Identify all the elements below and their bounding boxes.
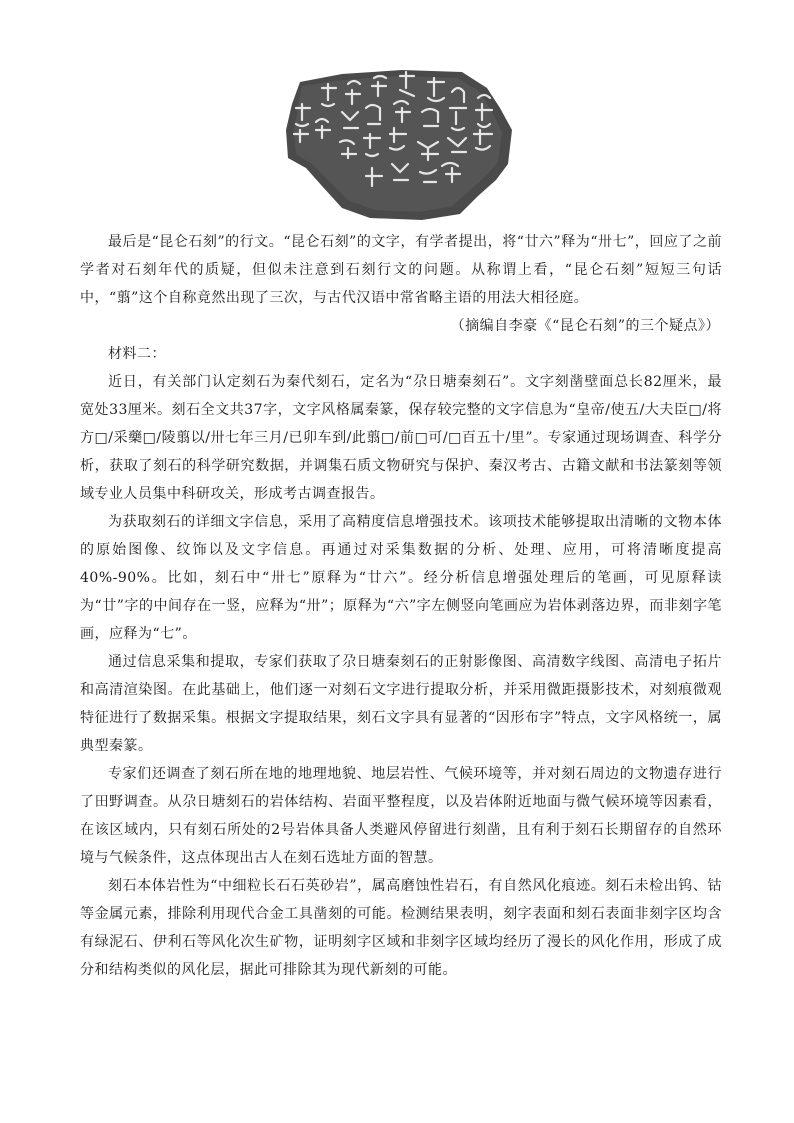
paragraph-site-survey: 专家们还调查了刻石所在地的地理地貌、地层岩性、气候环境等，并对刻石周边的文物遗存进行了田野调查。从尕日塘刻石的岩体结构、岩面平整程度，以及岩体附近地面与微气候环境等因素看，在该区域内，只有刻石所处的2号岩体具备人类避风停留进行刻凿，且有利于刻石长期留存的自然环境与气候条件，这点体现出古人在刻石选址方面的智慧。 xyxy=(80,766,722,866)
paragraph-enhancement-technique: 为获取刻石的详细文字信息，采用了高精度信息增强技术。该项技术能够提取出清晰的文物本体的原始图像、纹饰以及文字信息。再通过对采集数据的分析、处理、应用，可将清晰度提高40%-90%。比如，刻石中“卅七”原释为“廿六”。经分析信息增强处理后的笔画，可见原释读为“廿”字的中间存在一竖，应释为“卅”；原释为“六”字左侧竖向笔画应为岩体剥落边界，而非刻字笔画，应释为“七”。 xyxy=(80,514,722,642)
paragraph-inscription-wording: 最后是“昆仑石刻”的行文。“昆仑石刻”的文字，有学者提出，将“廿六”释为“卅七”，回应了之前学者对石刻年代的质疑，但似未注意到石刻行文的问题。从称谓上看，“昆仑石刻”短短三句话中，“翦”这个自称竟然出现了三次，与古代汉语中常省略主语的用法大相径庭。 xyxy=(80,234,722,306)
stone-inscription-rubbing-image xyxy=(282,68,514,222)
article-body xyxy=(80,228,722,984)
material-two-label: 材料二： xyxy=(108,346,166,362)
source-attribution: （摘编自李豪《“昆仑石刻”的三个疑点》） xyxy=(450,318,720,334)
stone-rubbing-icon xyxy=(282,68,514,222)
paragraph-identification: 近日，有关部门认定刻石为秦代刻石，定名为“尕日塘秦刻石”。文字刻凿壁面总长82厘米，最宽处33厘米。刻石全文共37字，文字风格属秦篆，保存较完整的文字信息为“皇帝/使五/大夫臣□/将方□/采藥□/陵翦以/卅七年三月/已卯车到/此翦□/前□可/□百五十/里”。专家通过现场调查、科学分析，获取了刻石的科学研究数据，并调集石质文物研究与保护、秦汉考古、古籍文献和书法篆刻等领域专业人员集中科研攻关，形成考古调查报告。 xyxy=(80,374,722,502)
paragraph-data-collection: 通过信息采集和提取，专家们获取了尕日塘秦刻石的正射影像图、高清数字线图、高清电子拓片和高清渲染图。在此基础上，他们逐一对刻石文字进行提取分析，并采用微距摄影技术，对刻痕微观特征进行了数据采集。根据文字提取结果，刻石文字具有显著的“因形布字”特点，文字风格统一，属典型秦篆。 xyxy=(80,654,722,754)
paragraph-rock-analysis: 刻石本体岩性为“中细粒长石石英砂岩”，属高磨蚀性岩石，有自然风化痕迹。刻石未检出钨、钴等金属元素，排除利用现代合金工具凿刻的可能。检测结果表明，刻字表面和刻石表面非刻字区均含有绿泥石、伊利石等风化次生矿物，证明刻字区域和非刻字区域均经历了漫长的风化作用，形成了成分和结构类似的风化层，据此可排除其为现代新刻的可能。 xyxy=(80,878,722,978)
